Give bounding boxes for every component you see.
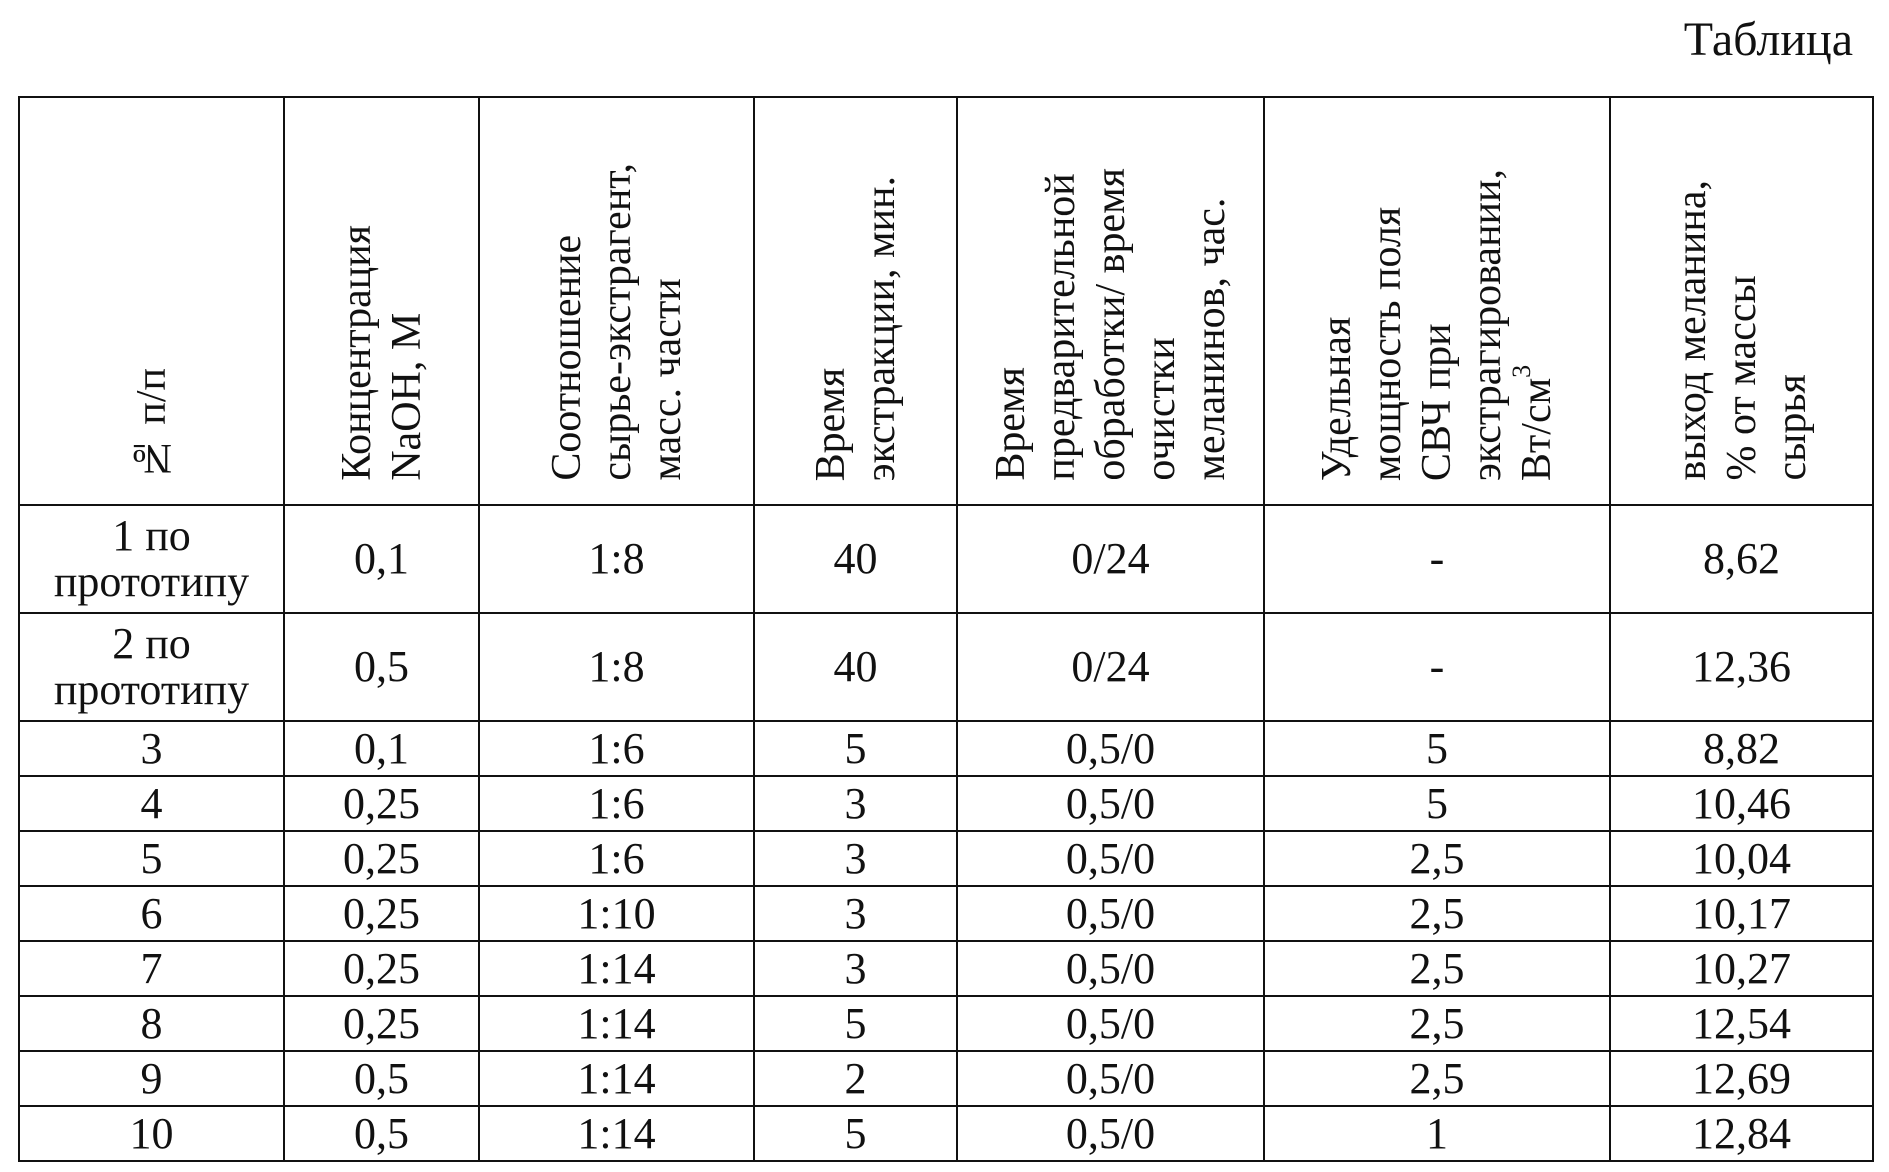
cell-ratio: 1:14: [479, 1106, 754, 1161]
cell-power: 2,5: [1264, 996, 1610, 1051]
cell-power: 2,5: [1264, 1051, 1610, 1106]
cell-pretreatment-time: 0,5/0: [957, 1106, 1264, 1161]
cell-yield: 10,27: [1610, 941, 1873, 996]
table-row: [19, 886, 1873, 941]
cell-row-number: 10: [19, 1106, 284, 1161]
header-microwave-power-text: Удельная мощность поля СВЧ при экстрагировании,: [1314, 168, 1510, 481]
cell-ratio: 1:14: [479, 1051, 754, 1106]
cell-power: 5: [1264, 776, 1610, 831]
cell-row-number: 4: [19, 776, 284, 831]
cell-power: 2,5: [1264, 941, 1610, 996]
cell-row-number: 1 по прототипу: [19, 505, 284, 613]
cell-naoh: 0,25: [284, 886, 479, 941]
cell-ratio: 1:10: [479, 886, 754, 941]
table-row: [19, 1106, 1873, 1161]
table-row: [19, 613, 1873, 721]
cell-pretreatment-time: 0/24: [957, 613, 1264, 721]
cell-row-number: 8: [19, 996, 284, 1051]
cell-extraction-time: 3: [754, 831, 957, 886]
table-row: [19, 505, 1873, 613]
cell-naoh: 0,5: [284, 613, 479, 721]
cell-yield: 12,84: [1610, 1106, 1873, 1161]
cell-extraction-time: 5: [754, 721, 957, 776]
cell-naoh: 0,5: [284, 1051, 479, 1106]
cell-extraction-time: 40: [754, 505, 957, 613]
cell-pretreatment-time: 0/24: [957, 505, 1264, 613]
header-row: [19, 97, 1873, 505]
cell-naoh: 0,25: [284, 996, 479, 1051]
header-microwave-power: [1264, 97, 1610, 505]
cell-extraction-time: 40: [754, 613, 957, 721]
cell-yield: 12,54: [1610, 996, 1873, 1051]
results-table: [18, 96, 1874, 1162]
cell-ratio: 1:8: [479, 613, 754, 721]
cell-extraction-time: 3: [754, 886, 957, 941]
cell-extraction-time: 2: [754, 1051, 957, 1106]
cell-power: 2,5: [1264, 831, 1610, 886]
cell-extraction-time: 3: [754, 941, 957, 996]
cell-pretreatment-time: 0,5/0: [957, 831, 1264, 886]
header-microwave-power-unit: Вт/см: [1514, 377, 1560, 481]
header-naoh-concentration: Концентрация NaOH, М: [284, 97, 479, 505]
cell-pretreatment-time: 0,5/0: [957, 886, 1264, 941]
cell-ratio: 1:6: [479, 831, 754, 886]
cell-ratio: 1:6: [479, 721, 754, 776]
table-caption: Таблица: [1683, 13, 1853, 66]
cell-row-number: 7: [19, 941, 284, 996]
table-row: [19, 776, 1873, 831]
cell-yield: 10,46: [1610, 776, 1873, 831]
cell-pretreatment-time: 0,5/0: [957, 776, 1264, 831]
cell-power: 5: [1264, 721, 1610, 776]
cell-yield: 12,69: [1610, 1051, 1873, 1106]
header-raw-extractant-ratio: Соотношение сырье-экстрагент, масс. части: [479, 97, 754, 505]
cell-row-number: 2 по прототипу: [19, 613, 284, 721]
cell-ratio: 1:6: [479, 776, 754, 831]
cell-ratio: 1:14: [479, 941, 754, 996]
cell-naoh: 0,25: [284, 831, 479, 886]
header-microwave-power-sup: 3: [1507, 364, 1536, 378]
cell-extraction-time: 5: [754, 1106, 957, 1161]
cell-row-number: 5: [19, 831, 284, 886]
table-row: [19, 996, 1873, 1051]
cell-power: 2,5: [1264, 886, 1610, 941]
cell-power: -: [1264, 613, 1610, 721]
cell-pretreatment-time: 0,5/0: [957, 1051, 1264, 1106]
cell-yield: 12,36: [1610, 613, 1873, 721]
header-extraction-time: Время экстракции, мин.: [754, 97, 957, 505]
header-pretreatment-purification-time: Время предварительной обработки/ время очистки меланинов, час.: [957, 97, 1264, 505]
table-row: [19, 1051, 1873, 1106]
cell-naoh: 0,25: [284, 941, 479, 996]
cell-naoh: 0,1: [284, 721, 479, 776]
header-row-number: № п/п: [19, 97, 284, 505]
cell-extraction-time: 3: [754, 776, 957, 831]
cell-power: 1: [1264, 1106, 1610, 1161]
cell-yield: 10,17: [1610, 886, 1873, 941]
cell-pretreatment-time: 0,5/0: [957, 721, 1264, 776]
cell-naoh: 0,5: [284, 1106, 479, 1161]
cell-row-number: 9: [19, 1051, 284, 1106]
cell-pretreatment-time: 0,5/0: [957, 941, 1264, 996]
cell-naoh: 0,1: [284, 505, 479, 613]
cell-naoh: 0,25: [284, 776, 479, 831]
cell-ratio: 1:14: [479, 996, 754, 1051]
cell-power: -: [1264, 505, 1610, 613]
cell-yield: 10,04: [1610, 831, 1873, 886]
cell-yield: 8,62: [1610, 505, 1873, 613]
table-row: [19, 721, 1873, 776]
table-row: [19, 941, 1873, 996]
table-row: [19, 831, 1873, 886]
cell-pretreatment-time: 0,5/0: [957, 996, 1264, 1051]
cell-row-number: 3: [19, 721, 284, 776]
cell-row-number: 6: [19, 886, 284, 941]
cell-extraction-time: 5: [754, 996, 957, 1051]
cell-yield: 8,82: [1610, 721, 1873, 776]
header-melanin-yield: выход меланина, % от массы сырья: [1610, 97, 1873, 505]
cell-ratio: 1:8: [479, 505, 754, 613]
